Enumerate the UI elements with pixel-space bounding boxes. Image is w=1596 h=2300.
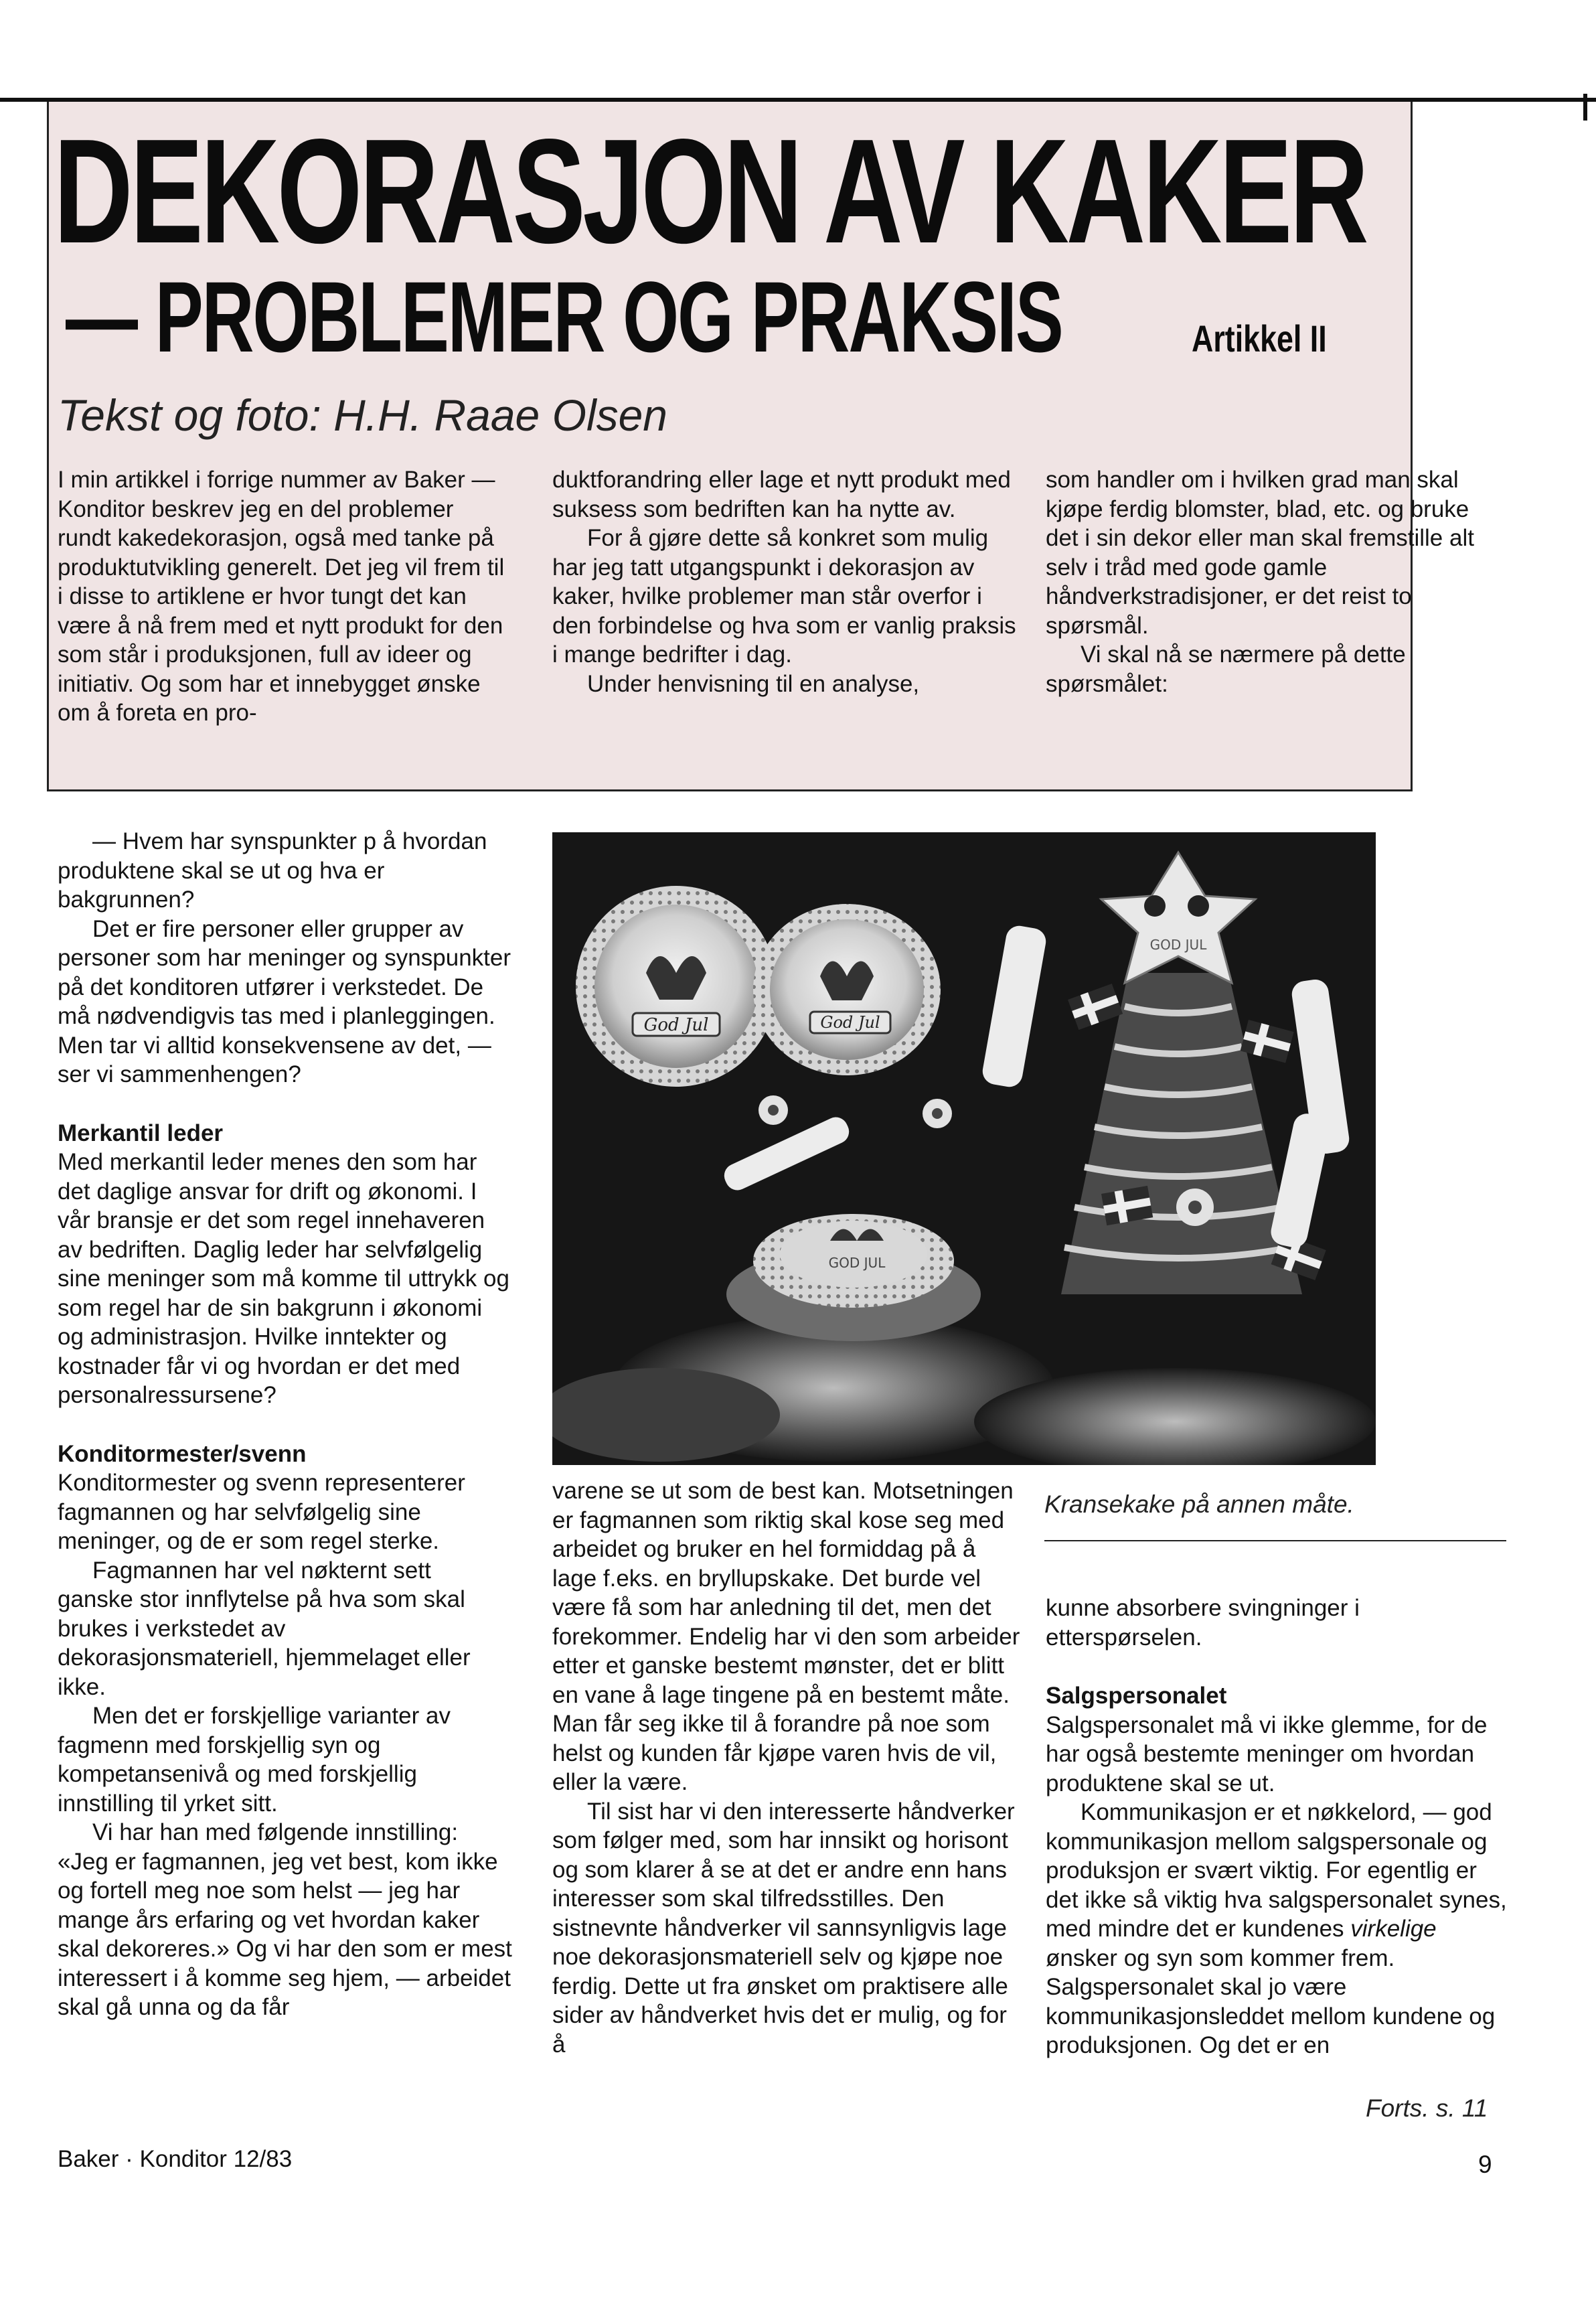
caption-rule [1044, 1540, 1506, 1541]
body-paragraph: Det er fire personer eller grupper av personer som har meninger og synspunkter på det konditoren utfører i verkstedet. De må nødvendigvis tas med i planleggingen. Men tar vi alltid konsekvensene av det, — ser vi sammenhengen? [58, 915, 511, 1087]
section-heading-konditor: Konditormester/svenn [58, 1440, 307, 1467]
right-edge-mark [1583, 94, 1587, 121]
intro-paragraph: Vi skal nå se nærmere på dette spørsmålet: [1046, 641, 1406, 697]
page-number: 9 [1478, 2151, 1492, 2178]
body-column-3 [1046, 1594, 1508, 2060]
byline: Tekst og foto: H.H. Raae Olsen [58, 390, 668, 440]
body-paragraph: varene se ut som de best kan. Motsetningen er fagmannen som riktig skal kose seg med arbeidet og bruker en hel formiddag på å lage f.eks. en bryllupskake. Det burde vel være få som har anledning til det, men det forekommer. Endelig har vi den som arbeider etter et ganske bestemt mønster, det er blitt en vane å lage tingene på en bestemt måte. Man får seg ikke til å forandre på noe som helst og kunden får kjøpe varen hvis de vil, eller la være. [552, 1478, 1020, 1795]
body-column-1 [58, 827, 513, 2022]
intro-paragraph: Under henvisning til en analyse, [587, 670, 920, 697]
god-jul-card-middle [753, 904, 941, 1075]
cake-photo [552, 832, 1376, 1465]
main-title: DEKORASJON AV KAKER [54, 108, 1366, 275]
intro-paragraph: duktforandring eller lage et nytt produkt med suksess som bedriften kan ha nytte av. [552, 467, 1011, 522]
body-column-2 [552, 1476, 1021, 2059]
body-paragraph: Vi har han med følgende innstilling: «Jeg er fagmannen, jeg vet best, kom ikke og fortell meg noe som helst — jeg har mange års erfaring og vet hvordan kaker skal dekoreres.» Og vi har den som er mest interessert i å komme seg hjem, — arbeidet skal gå unna og da får [58, 1819, 512, 2020]
god-jul-card-left [576, 886, 777, 1087]
card-text-middle: God Jul [820, 1013, 880, 1032]
card-text-left: God Jul [643, 1015, 709, 1035]
body-paragraph: Med merkantil leder menes den som har det daglige ansvar for drift og økonomi. I vår bransje er det som regel innehaveren av bedriften. Daglig leder har selvfølgelig sine meninger som må komme til uttrykk og som regel har de sin bakgrunn i økonomi og administrasjon. Hvilke inntekter og kostnader får vi og hvordan er det med personalressursene? [58, 1149, 509, 1408]
body-paragraph: Til sist har vi den interesserte håndverker som følger med, som har innsikt og horisont og som klarer å se at det er andre enn hans interesser som skal tilfredsstilles. Den sistnevnte håndverker vil sannsynligvis lage noe dekorasjonsmateriell selv og kjøpe noe ferdig. Dette ut fra ønsket om praktisere alle sider av håndverket hvis det er mulig, og for å [552, 1798, 1015, 2058]
intro-column-3 [1046, 465, 1508, 698]
section-heading-merkantil: Merkantil leder [58, 1120, 224, 1146]
continued-note: Forts. s. 11 [1366, 2094, 1488, 2122]
intro-paragraph: I min artikkel i forrige nummer av Baker — Konditor beskrev jeg en del problemer rundt kakedekorasjon, også med tanke på produktutvikling generelt. Det jeg vil frem til i disse to artiklene er hvor tungt det kan være å nå frem med et nytt produkt for den som står i produksjonen, full av ideer og initiativ. Og som har et innebygget ønske om å foreta en pro- [58, 467, 505, 726]
intro-paragraph: For å gjøre dette så konkret som mulig har jeg tatt utgangspunkt i dekorasjon av kaker, hvilke problemer man står overfor i den forbindelse og hva som er vanlig praksis i mange bedrifter i dag. [552, 525, 1016, 668]
body-paragraph: Salgspersonalet må vi ikke glemme, for de har også bestemte meninger om hvordan produktene skal se ut. [1046, 1711, 1488, 1796]
section-heading-salg: Salgspersonalet [1046, 1683, 1227, 1709]
intro-paragraph: som handler om i hvilken grad man skal kjøpe ferdig blomster, blad, etc. og bruke det i sin dekor eller man skal fremstille alt selv i tråd med gode gamle håndverkstradisjoner, er det reist to spørsmål. [1046, 467, 1474, 639]
body-paragraph: Fagmannen har vel nøkternt sett ganske stor innflytelse på hva som skal brukes i verkstedet av dekorasjonsmateriell, hjemmelaget eller ikke. [58, 1557, 471, 1700]
body-paragraph: Konditormester og svenn representerer fagmannen og har selvfølgelig sine meninger, og de er som regel sterke. [58, 1470, 465, 1554]
body-text: Kommunikasjon er et nøkkelord, — god kommunikasjon mellom salgspersonale og produksjon er svært viktig. For egentlig er det ikke så viktig hva salgspersonalet synes, med mindre det er kundenes [1046, 1799, 1507, 1942]
body-paragraph [1046, 1798, 1508, 2060]
body-paragraph: Men det er forskjellige varianter av fagmenn med forskjellig syn og kompetansenivå og med forskjellig innstilling til yrket sitt. [58, 1703, 451, 1817]
subtitle: — PROBLEMER OG PRAKSIS [66, 260, 1062, 373]
publication-footer: Baker · Konditor 12/83 [58, 2146, 293, 2172]
photo-caption: Kransekake på annen måte. [1044, 1490, 1354, 1518]
intro-column-1 [58, 465, 513, 728]
emphasis-text: virkelige [1350, 1916, 1437, 1942]
star-text: GOD JUL [1149, 937, 1207, 953]
body-paragraph: kunne absorbere svingninger i etterspørselen. [1046, 1595, 1360, 1651]
small-cake-text: GOD JUL [828, 1255, 886, 1271]
cake-photo-illustration [552, 832, 1376, 1465]
intro-column-2 [552, 465, 1021, 698]
article-label: Artikkel II [1192, 317, 1327, 360]
body-paragraph: — Hvem har synspunkter p å hvordan produktene skal se ut og hva er bakgrunnen? [58, 828, 487, 913]
body-text: ønsker og syn som kommer frem. Salgspersonalet skal jo være kommunikasjonsleddet mellom kundene og produksjonen. Og det er en [1046, 1944, 1496, 2058]
